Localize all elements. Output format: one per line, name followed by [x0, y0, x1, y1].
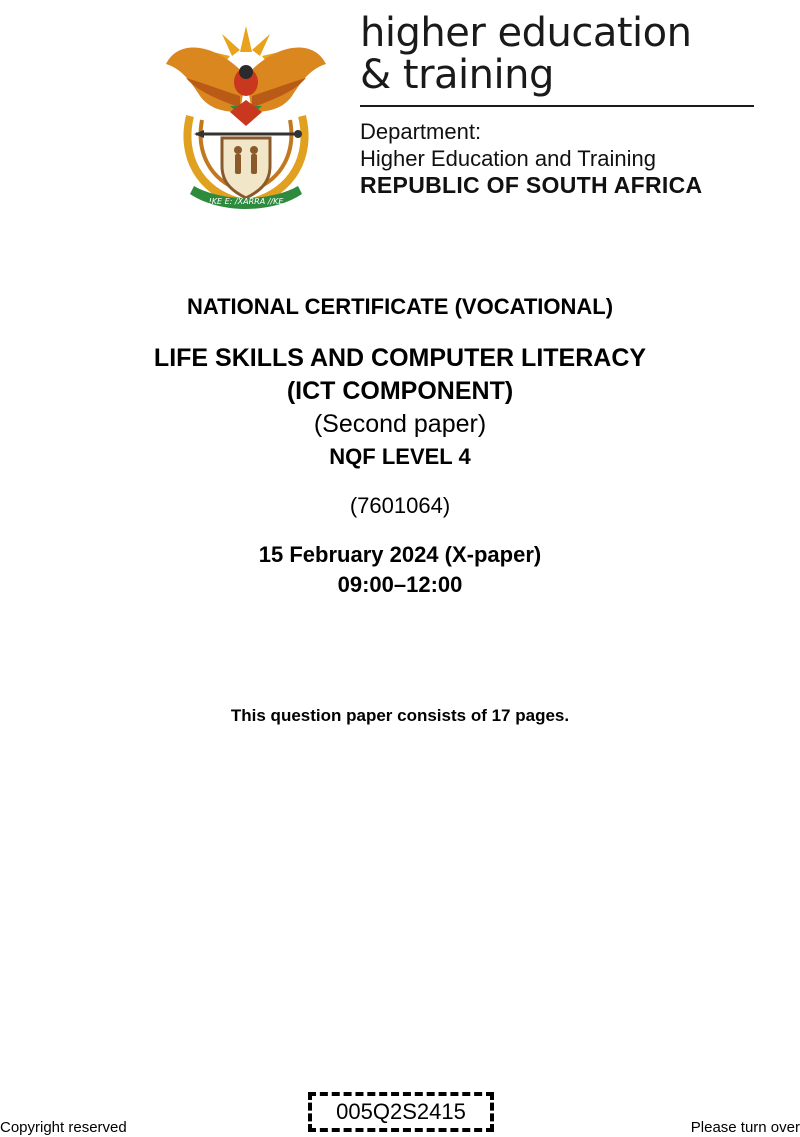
- brand-line-2: & training: [360, 52, 554, 98]
- qualification-title: NATIONAL CERTIFICATE (VOCATIONAL): [186, 294, 614, 319]
- exam-time: 09:00–12:00: [337, 572, 463, 597]
- exam-date: 15 February 2024 (X-paper): [258, 542, 542, 567]
- subject-title-line-1: LIFE SKILLS AND COMPUTER LITERACY: [153, 344, 647, 372]
- dept-title: Higher Education and Training: [360, 146, 656, 171]
- dept-country: REPUBLIC OF SOUTH AFRICA: [360, 172, 703, 198]
- brand-divider: [360, 105, 754, 107]
- paper-code: 005Q2S2415: [336, 1099, 466, 1124]
- page-count-note: This question paper consists of 17 pages.: [230, 706, 570, 725]
- paper-number: (Second paper): [313, 410, 487, 438]
- department-brand: [360, 12, 760, 96]
- department-name: [360, 118, 780, 199]
- subject-title-line-2: (ICT COMPONENT): [286, 377, 514, 405]
- nqf-level: NQF LEVEL 4: [329, 444, 471, 469]
- crest-motto: !KE E: /XARRA //KE: [208, 197, 284, 206]
- brand-line-1: higher education: [360, 10, 692, 56]
- paper-code-box: [308, 1092, 494, 1132]
- coat-of-arms-logo: [160, 16, 332, 216]
- subject-code: (7601064): [349, 493, 451, 518]
- copyright-notice: Copyright reserved: [0, 1119, 127, 1136]
- dept-label: Department:: [360, 119, 482, 144]
- turn-over-notice: Please turn over: [690, 1119, 800, 1136]
